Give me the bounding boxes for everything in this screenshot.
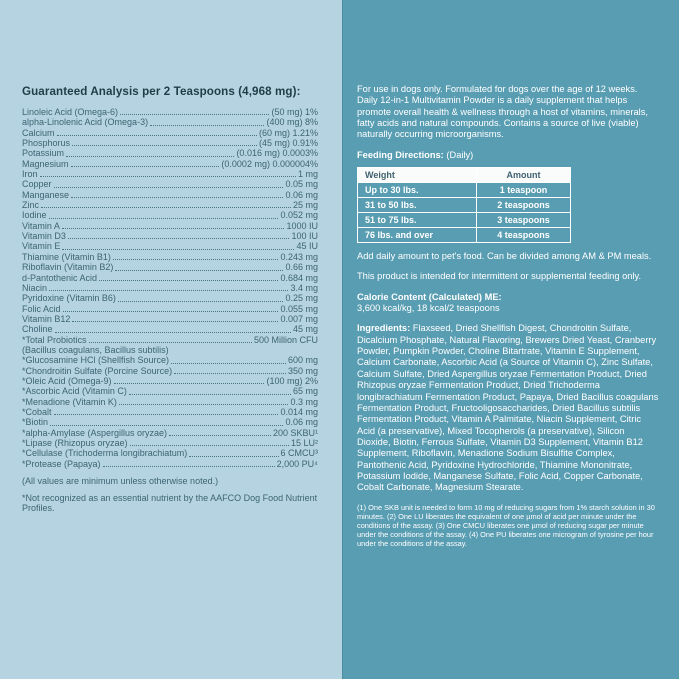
dotted-leader [114, 383, 265, 384]
feeding-amount-cell: 3 teaspoons [477, 213, 571, 228]
nutrient-row [22, 200, 318, 210]
dotted-leader [49, 290, 288, 291]
nutrient-row [22, 148, 318, 158]
nutrient-value: 25 mg [292, 200, 318, 211]
dotted-leader [72, 321, 278, 322]
directions-panel [342, 0, 679, 679]
dotted-leader [55, 332, 291, 333]
feeding-directions-heading [357, 150, 660, 161]
nutrient-row [22, 293, 318, 303]
dotted-leader [118, 301, 284, 302]
nutrient-name: Vitamin A [22, 220, 60, 231]
nutrient-name: *Ascorbic Acid (Vitamin C) [22, 386, 127, 397]
dotted-leader [71, 166, 220, 167]
nutrient-value: 45 mg [292, 324, 318, 335]
nutrient-name: Vitamin E [22, 241, 61, 252]
nutrient-value: 0.684 mg [280, 272, 318, 283]
feeding-weight-cell: Up to 30 lbs. [358, 183, 477, 198]
nutrient-value: 0.25 mg [285, 293, 318, 304]
nutrient-row [22, 210, 318, 220]
dotted-leader [62, 228, 285, 229]
nutrient-name: *Glucosamine HCl (Shellfish Source) [22, 355, 170, 366]
nutrient-value: 350 mg [287, 365, 318, 376]
feeding-amount-cell: 1 teaspoon [477, 183, 571, 198]
feeding-table-row [358, 228, 571, 243]
feeding-directions-frequency: (Daily) [443, 149, 474, 160]
nutrient-row [22, 417, 318, 427]
nutrient-name: *Menadione (Vitamin K) [22, 396, 117, 407]
nutrient-value: (0.0002 mg) 0.000004% [221, 158, 318, 169]
feeding-weight-cell: 51 to 75 lbs. [358, 213, 477, 228]
nutrient-row [22, 117, 318, 127]
nutrient-name: *Biotin [22, 417, 49, 428]
nutrient-value: 65 mg [292, 386, 318, 397]
dotted-leader [62, 249, 294, 250]
calorie-content-label: Calorie Content (Calculated) ME: [357, 291, 502, 302]
nutrient-value: 6 CMCU³ [280, 448, 318, 459]
dotted-leader [89, 342, 252, 343]
feeding-weight-cell: 31 to 50 lbs. [358, 198, 477, 213]
nutrient-value: 500 Million CFU [253, 334, 318, 345]
nutrient-row [22, 190, 318, 200]
nutrient-value: 0.06 mg [285, 417, 318, 428]
nutrient-value: 600 mg [287, 355, 318, 366]
feeding-amount-cell: 4 teaspoons [477, 228, 571, 243]
nutrient-value: 1 mg [297, 169, 318, 180]
nutrient-name: *Protease (Papaya) [22, 458, 101, 469]
nutrient-value: (100 mg) 2% [266, 375, 318, 386]
nutrient-value: (60 mg) 1.21% [258, 127, 318, 138]
nutrient-row [22, 407, 318, 417]
nutrient-row [22, 324, 318, 334]
dotted-leader [54, 187, 284, 188]
nutrient-name: alpha-Linolenic Acid (Omega-3) [22, 117, 149, 128]
calorie-content-block [357, 292, 660, 315]
nutrient-value: 0.014 mg [280, 406, 318, 417]
nutrient-row [22, 386, 318, 396]
dotted-leader [189, 456, 278, 457]
dotted-leader [171, 363, 286, 364]
nutrient-value: 0.052 mg [280, 210, 318, 221]
nutrient-value: 0.007 mg [280, 313, 318, 324]
dotted-leader [72, 145, 257, 146]
feeding-table-row [358, 213, 571, 228]
nutrient-name: Thiamine (Vitamin B1) [22, 251, 111, 262]
enzyme-unit-footnotes: (1) One SKB unit is needed to form 10 mg of reducing sugars from 1% starch solution in 30 minutes. (2) One LU liberates the equivalent of one µmol of acid per minute under the conditions of the assay. (3) One CMCU liberates one µmol of reducing sugar per minute under the conditions of the assay. (4) One PU liberates one microgram of tyrosine per hour under the conditions of the assay. [357, 502, 655, 548]
guaranteed-analysis-list [22, 107, 318, 469]
nutrient-value: (45 mg) 0.91% [258, 138, 318, 149]
nutrient-row [22, 262, 318, 272]
nutrient-name: Choline [22, 324, 53, 335]
nutrient-row [22, 376, 318, 386]
dotted-leader [40, 176, 296, 177]
dotted-leader [119, 404, 289, 405]
nutrient-value: (0.016 mg) 0.0003% [236, 148, 318, 159]
nutrient-name: Folic Acid [22, 303, 61, 314]
dotted-leader [66, 156, 234, 157]
nutrient-value: 15 LU² [290, 438, 318, 448]
dotted-leader [174, 373, 286, 374]
dotted-leader [130, 445, 289, 446]
nutrient-row [22, 428, 318, 438]
aafco-note: *Not recognized as an essential nutrient by the AAFCO Dog Food Nutrient Profiles. [22, 492, 318, 514]
dotted-leader [57, 135, 257, 136]
feeding-amount-cell: 2 teaspoons [477, 198, 571, 213]
nutrient-row [22, 335, 318, 345]
dotted-leader [71, 197, 283, 198]
nutrient-name: Manganese [22, 189, 70, 200]
feeding-table-body [358, 183, 571, 243]
product-description: For use in dogs only. Formulated for dogs over the age of 12 weeks. Daily 12-in-1 Multivitamin Powder is a daily supplement that helps promote overall health & wellness through a host of vitamins, minerals, fatty acids and natural compounds. Contains a source of live (viable) naturally occurring microorganisms. [357, 84, 648, 140]
dotted-leader [120, 114, 269, 115]
nutrient-name: Iodine [22, 210, 47, 221]
feeding-table-row [358, 183, 571, 198]
minimum-values-note: (All values are minimum unless otherwise noted.) [22, 476, 219, 487]
nutrient-row [22, 107, 318, 117]
feeding-table-row [358, 198, 571, 213]
dotted-leader [49, 218, 279, 219]
nutrient-value: 1000 IU [286, 220, 318, 231]
nutrient-row [22, 459, 318, 469]
nutrient-row [22, 241, 318, 251]
nutrient-row [22, 159, 318, 169]
dotted-leader [41, 207, 291, 208]
nutrient-row [22, 397, 318, 407]
dotted-leader [99, 280, 278, 281]
nutrient-value: 45 IU [296, 241, 318, 252]
nutrient-value: 3.4 mg [290, 282, 318, 293]
nutrient-row [22, 283, 318, 293]
nutrient-name: *Cobalt [22, 406, 52, 417]
nutrient-row [22, 221, 318, 231]
nutrient-name: Copper [22, 179, 52, 190]
intermittent-feeding-note: This product is intended for intermittent or supplemental feeding only. [357, 271, 642, 282]
nutrient-row [22, 355, 318, 365]
nutrient-name: *alpha-Amylase (Aspergillus oryzae) [22, 427, 168, 438]
nutrient-name: Pyridoxine (Vitamin B6) [22, 293, 116, 304]
nutrient-row [22, 169, 318, 179]
nutrient-name: Magnesium [22, 158, 69, 169]
feeding-weight-cell: 76 lbs. and over [358, 228, 477, 243]
nutrient-name: Niacin [22, 282, 48, 293]
nutrient-value: 0.3 mg [290, 396, 318, 407]
nutrient-name: *Total Probiotics [22, 334, 87, 345]
nutrient-subnote: (Bacillus coagulans, Bacillus subtilis) [22, 344, 169, 355]
nutrient-name: Vitamin B12 [22, 313, 71, 324]
nutrient-value: 0.66 mg [285, 262, 318, 273]
feeding-table [357, 167, 571, 243]
feeding-directions-label: Feeding Directions: [357, 149, 444, 160]
nutrient-value: 200 SKBU¹ [272, 427, 318, 438]
nutrient-value: (400 mg) 8% [266, 117, 318, 128]
dotted-leader [169, 435, 271, 436]
nutrient-value: 0.243 mg [280, 251, 318, 262]
nutrient-name: Vitamin D3 [22, 231, 66, 242]
ingredients-block [357, 323, 660, 493]
nutrient-row [22, 314, 318, 324]
nutrient-name: *Lipase (Rhizopus oryzae) [22, 438, 128, 448]
dotted-leader [50, 425, 283, 426]
dotted-leader [113, 259, 279, 260]
nutrient-name: Potassium [22, 148, 65, 159]
nutrient-name: *Oleic Acid (Omega-9) [22, 375, 112, 386]
dotted-leader [68, 238, 290, 239]
nutrient-row [22, 366, 318, 376]
calorie-content-value: 3,600 kcal/kg, 18 kcal/2 teaspoons [357, 303, 500, 314]
nutrient-row [22, 304, 318, 314]
dotted-leader [63, 311, 279, 312]
nutrient-name: Linoleic Acid (Omega-6) [22, 107, 119, 117]
nutrient-name: d-Pantothenic Acid [22, 272, 98, 283]
feeding-table-header-amount: Amount [477, 168, 571, 183]
nutrient-row [22, 128, 318, 138]
nutrient-name: *Chondroitin Sulfate (Porcine Source) [22, 365, 173, 376]
guaranteed-analysis-title: Guaranteed Analysis per 2 Teaspoons (4,968 mg): [22, 85, 301, 98]
nutrient-name: Iron [22, 169, 38, 180]
dotted-leader [54, 414, 279, 415]
nutrient-name: *Cellulase (Trichoderma longibrachiatum) [22, 448, 188, 459]
nutrient-name: Zinc [22, 200, 40, 211]
dotted-leader [103, 466, 275, 467]
nutrient-name: Phosphorus [22, 138, 71, 149]
nutrient-row [22, 231, 318, 241]
add-to-food-note: Add daily amount to pet's food. Can be divided among AM & PM meals. [357, 251, 652, 262]
dotted-leader [129, 394, 291, 395]
nutrient-name: Calcium [22, 127, 55, 138]
nutrient-value: 100 IU [291, 231, 318, 242]
nutrient-value: 0.06 mg [285, 189, 318, 200]
nutrient-row [22, 252, 318, 262]
nutrient-row [22, 448, 318, 458]
nutrient-row [22, 179, 318, 189]
nutrient-row [22, 438, 318, 448]
feeding-table-header-weight: Weight [358, 168, 477, 183]
nutrient-value: 0.05 mg [285, 179, 318, 190]
nutrient-value: (50 mg) 1% [271, 107, 318, 117]
nutrient-value: 0.055 mg [280, 303, 318, 314]
dotted-leader [115, 270, 283, 271]
ingredients-list: Flaxseed, Dried Shellfish Digest, Chondroitin Sulfate, Dicalcium Phosphate, Natural Flavoring, Brewers Dried Yeast, Cranberry Powder, Pumpkin Powder, Choline Bitartrate, Vitamin E Supplement, Calcium Carbonate, Ascorbic Acid (a Source of Vitamin C), Zinc Sulfate, Calcium Sulfate, Dried Aspergillus oryzae Fermentation Product, Dried Rhizopus oryzae Fermentation Product, Dried Trichoderma longibrachiatum Fermentation Product, Papaya, Dried Bacillus coagulans Fermentation Product, Fructooligosaccharides, Dried Bacillus subtilis Fermentation Product, Vitamin A Palmitate, Niacin Supplement, Citric Acid (a preservative), Mixed Tocopherols (a preservative), Silicon Dioxide, Biotin, Ferrous Sulfate, Vitamin D3 Supplement, Vitamin B12 Supplement, Riboflavin, Menadione Sodium Bisulfite Complex, Pantothenic Acid, Pyridoxine Hydrochloride, Thiamine Mononitrate, Potassium Iodide, Manganese Sulfate, Folic Acid, Copper Carbonate, Cobalt Carbonate, Magnesium Stearate. [357, 323, 659, 493]
nutrient-row [22, 273, 318, 283]
ingredients-label: Ingredients: [357, 323, 411, 334]
nutrient-name: Riboflavin (Vitamin B2) [22, 262, 114, 273]
feeding-table-header [358, 168, 571, 183]
nutrient-value: 2,000 PU⁴ [276, 458, 318, 469]
dotted-leader [150, 125, 264, 126]
nutrient-row [22, 138, 318, 148]
